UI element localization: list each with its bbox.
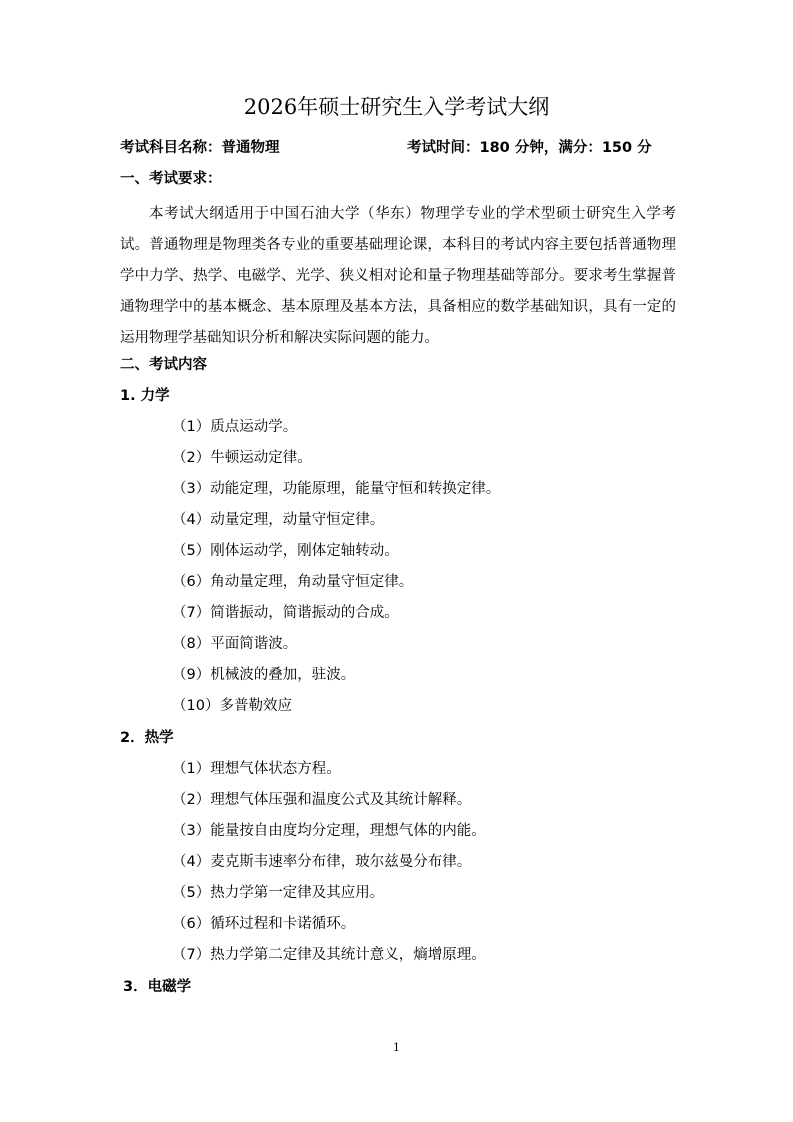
mechanics-item: （4）动量定理，动量守恒定律。 (172, 512, 385, 528)
exam-time-score: 考试时间：180 分钟，满分：150 分 (407, 140, 652, 156)
mechanics-item: （5）刚体运动学，刚体定轴转动。 (172, 543, 399, 559)
thermal-item: （4）麦克斯韦速率分布律，玻尔兹曼分布律。 (172, 854, 472, 870)
document-title: 2026年硕士研究生入学考试大纲 (243, 95, 550, 119)
mechanics-item: （10）多普勒效应 (172, 698, 292, 714)
mechanics-item: （9）机械波的叠加，驻波。 (172, 667, 356, 683)
subsection-heading-thermal: 2．热学 (120, 730, 174, 746)
thermal-item: （2）理想气体压强和温度公式及其统计解释。 (172, 792, 472, 808)
exam-subject: 考试科目名称：普通物理 (120, 140, 280, 156)
section-heading-content: 二、考试内容 (120, 357, 207, 373)
subsection-heading-mechanics: 1. 力学 (120, 388, 170, 404)
thermal-item: （7）热力学第二定律及其统计意义，熵增原理。 (172, 947, 486, 963)
mechanics-item: （2）牛顿运动定律。 (172, 450, 312, 466)
thermal-item: （5）热力学第一定律及其应用。 (172, 885, 385, 901)
thermal-item: （6）循环过程和卡诺循环。 (172, 916, 356, 932)
mechanics-item: （1）质点运动学。 (172, 419, 298, 435)
requirements-paragraph: 本考试大纲适用于中国石油大学（华东）物理学专业的学术型硕士研究生入学考试。普通物理是物理类各专业的重要基础理论课，本科目的考试内容主要包括普通物理学中力学、热学、电磁学、光学、狭义相对论和量子物理基础等部分。要求考生掌握普通物理学中的基本概念、基本原理及基本方法，具备相应的数学基础知识，具有一定的运用物理学基础知识分析和解决实际问题的能力。 (120, 206, 676, 346)
thermal-item: （1）理想气体状态方程。 (172, 761, 341, 777)
section-heading-requirements: 一、考试要求： (120, 171, 222, 187)
mechanics-item: （7）简谐振动，简谐振动的合成。 (172, 605, 399, 621)
mechanics-item: （6）角动量定理，角动量守恒定律。 (172, 574, 414, 590)
thermal-item: （3）能量按自由度均分定理，理想气体的内能。 (172, 823, 486, 839)
mechanics-item: （8）平面简谐波。 (172, 636, 298, 652)
mechanics-item: （3）动能定理，功能原理，能量守恒和转换定律。 (172, 481, 501, 497)
page-number: 1 (393, 1041, 400, 1054)
subsection-heading-electromagnetism: 3．电磁学 (123, 979, 192, 995)
